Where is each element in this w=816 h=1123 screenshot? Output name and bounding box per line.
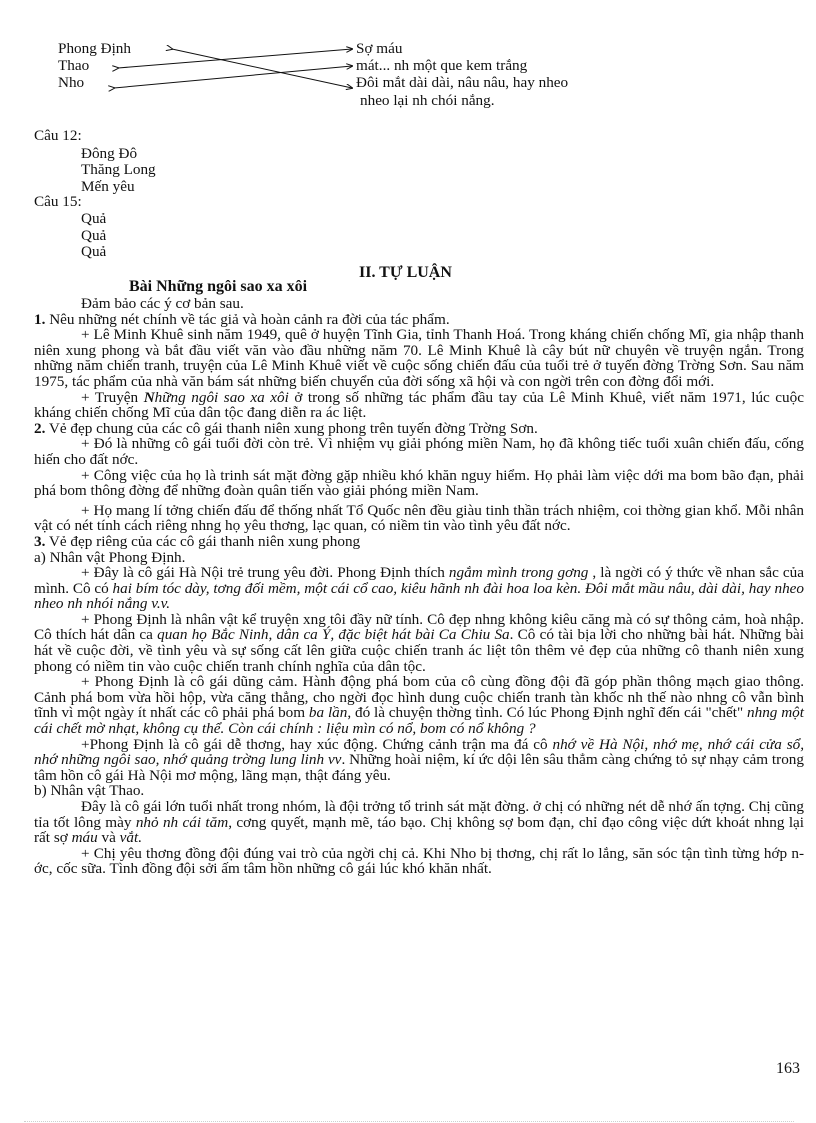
page-bottom-divider — [24, 1121, 794, 1122]
arrow-line — [118, 49, 352, 68]
paragraph: Đây là cô gái lớn tuổi nhất trong nhóm, là đội trởng tổ trinh sát mặt đờng. ở chị có những nét dễ nhớ ấn tợng. Chị cũng tỉa tốt lông mày nhỏ nh cái tăm, cơng quyết, mạnh mẽ, táo bạo. Chị không sợ bom đạn, chỉ đạo công việc dứt khoát nhng lại rất sợ máu và vắt. — [34, 798, 804, 847]
paragraph: + Công việc của họ là trinh sát mặt đờng gặp nhiều khó khăn nguy hiểm. Họ phải làm việc dới ma bom bão đạn, phải phá bom thông đờng để những đoàn quân tiến vào giải phóng miền Nam. — [34, 466, 804, 500]
paragraph: + Phong Định là cô gái dũng cảm. Hành động phá bom của cô cùng đồng đội đã góp phần thông mạch giao thông. Cảnh phá bom vừa hồi hộp, vừa căng thẳng, cho ngời đọc hình dung cuộc chiến tranh tàn khốc nh thế nào nhng cô vẫn bình tĩnh vì một ngày ít nhất các cô phải phá bom ba lần, đó là chuyện thờng tình. Có lúc Phong Định nghĩ đến cái "chết" nhng một cái chết mờ nhạt, không cụ thể. Còn cái chính : liệu mìn có nổ, bom có nổ không ? — [34, 673, 804, 738]
matching-exercise — [34, 41, 804, 111]
section-title: II. TỰ LUẬN — [359, 264, 452, 281]
question-text: Vẻ đẹp chung của các cô gái thanh niên xung phong trên tuyến đờng Trờng Sơn. — [45, 419, 538, 437]
paragraph: + Lê Minh Khuê sinh năm 1949, quê ở huyện Tĩnh Gia, tỉnh Thanh Hoá. Trong kháng chiến chống Mĩ, gia nhập thanh niên xung phong và bắt đầu viết văn vào đầu những năm 70. Lê Minh Khuê là cây bút nữ chuyên về truyện ngắn. Trong những năm chiến tranh, truyện của Lê Minh Khuê viết về cuộc sống chiến đấu của tuổi trẻ ở tuyến đờng Trờng Sơn. Sau năm 1975, tác phẩm của nhà văn bám sát những biến chuyển của đời sống xã hội và con ngời trên con đờng đổi mới. — [34, 326, 804, 390]
answer-item: Quả — [81, 243, 107, 261]
document-page — [34, 40, 805, 878]
arrow-line — [114, 66, 352, 88]
paragraph: + Họ mang lí tởng chiến đấu để thống nhất Tổ Quốc nên đều giàu tinh thần trách nhiệm, coi thờng gian khổ. Mỗi nhân vật có nét tính cách riêng nhng họ yêu thơng, lạc quan, có niềm tin vào tình yêu đất nớc. — [34, 501, 804, 535]
question-number: 1. — [34, 310, 46, 328]
answer-item: Mến yêu — [81, 177, 135, 195]
answer-item: Đông Đô — [81, 144, 138, 162]
question-3 — [34, 534, 804, 550]
subsection-label: b) Nhân vật Thao. — [34, 782, 145, 800]
question-label: Câu 15: — [34, 193, 82, 211]
answer-item: Quả — [81, 226, 107, 244]
question-text: Vẻ đẹp riêng của các cô gái thanh niên xung phong — [45, 532, 361, 550]
question-number: 2. — [34, 419, 46, 437]
question-number: 3. — [34, 532, 46, 550]
question-1 — [34, 312, 804, 328]
question-text: Nêu những nét chính về tác giả và hoàn cảnh ra đời của tác phẩm. — [45, 310, 450, 328]
paragraph: + Đó là những cô gái tuổi đời còn trẻ. Vì nhiệm vụ giải phóng miền Nam, họ đã không tiếc tuổi xuân chiến đấu, cống hiến cho đất nớc. — [34, 435, 804, 468]
matching-arrows — [34, 41, 364, 101]
section-subtitle: Bài Những ngôi sao xa xôi — [129, 278, 308, 295]
paragraph: + Đây là cô gái Hà Nội trẻ trung yêu đời. Phong Định thích ngắm mình trong gơng , là ngời có ý thức về nhan sắc của mình. Cô có hai bím tóc dày, tơng đối mềm, một cái cổ cao, kiêu hãnh nh đài hoa loa kèn. Đôi mắt mầu nâu, dài dài, hay nheo nheo nh nhói nắng v.v. — [34, 564, 805, 613]
page-number: 163 — [776, 1060, 800, 1077]
question-2 — [34, 421, 804, 437]
match-right-item: Sợ máu — [356, 40, 403, 57]
answer-item: Thăng Long — [81, 161, 156, 179]
essay-section — [34, 265, 804, 877]
section-intro: Đảm bảo các ý cơ bản sau. — [81, 295, 244, 312]
paragraph: + Truyện Những ngôi sao xa xôi ở trong số những tác phẩm đầu tay của Lê Minh Khuê, viết năm 1971, lúc cuộc kháng chiến chống Mĩ của dân tộc đang diễn ra ác liệt. — [34, 388, 804, 422]
subsection-label: a) Nhân vật Phong Định. — [34, 548, 186, 566]
answers-block — [34, 128, 156, 260]
match-left-item: Thao — [58, 57, 90, 74]
match-right-item: Đôi mắt dài dài, nâu nâu, hay nheo — [356, 74, 569, 91]
question-label: Câu 12: — [34, 127, 82, 144]
paragraph: +Phong Định là cô gái dễ thơng, hay xúc động. Chứng cảnh trận ma đá cô nhớ về Hà Nội, nhớ mẹ, nhớ cái cửa sổ, nhớ những ngôi sao, nhớ quảng trờng lung linh vv. Những hoài niệm, kí ức dội lên sâu thẳm càng chứng tỏ sự nhạy cảm trong tâm hồn cô gái Hà Nội mơ mộng, lãng mạn, thật đáng yêu. — [34, 735, 804, 784]
match-right-item: nheo lại nh chói nắng. — [360, 92, 495, 109]
paragraph: + Chị yêu thơng đồng đội đúng vai trò của ngời chị cả. Khi Nho bị thơng, chị rất lo lắng, săn sóc tận tình từng hớp nớc, cốc sữa. Tình đồng đội sởi ấm tâm hồn những cô gái lúc khó khăn nhất. — [34, 844, 804, 878]
match-left-item: Nho — [58, 74, 85, 91]
paragraph: + Phong Định là nhân vật kể truyện xng tôi đầy nữ tính. Cô đẹp nhng không kiêu căng mà có sự thông cảm, hoà nhập. Cô thích hát dân ca quan họ Bắc Ninh, dân ca Ý, đặc biệt hát bài Ca Chiu Sa. Cô có tài bịa lời cho những bài hát. Những bài hát về cuộc đời, về tình yêu và sự sống cất lên giữa cuộc chiến tranh ác liệt tôn thêm vẻ đẹp của những cô thanh niên xung phong có niềm tin vào cuộc chiến tranh chính nghĩa của dân tộc. — [34, 610, 804, 675]
match-left-item: Phong Định — [58, 40, 131, 57]
match-right-item: mát... nh một que kem trắng — [356, 57, 528, 74]
answer-item: Quả — [81, 209, 107, 227]
